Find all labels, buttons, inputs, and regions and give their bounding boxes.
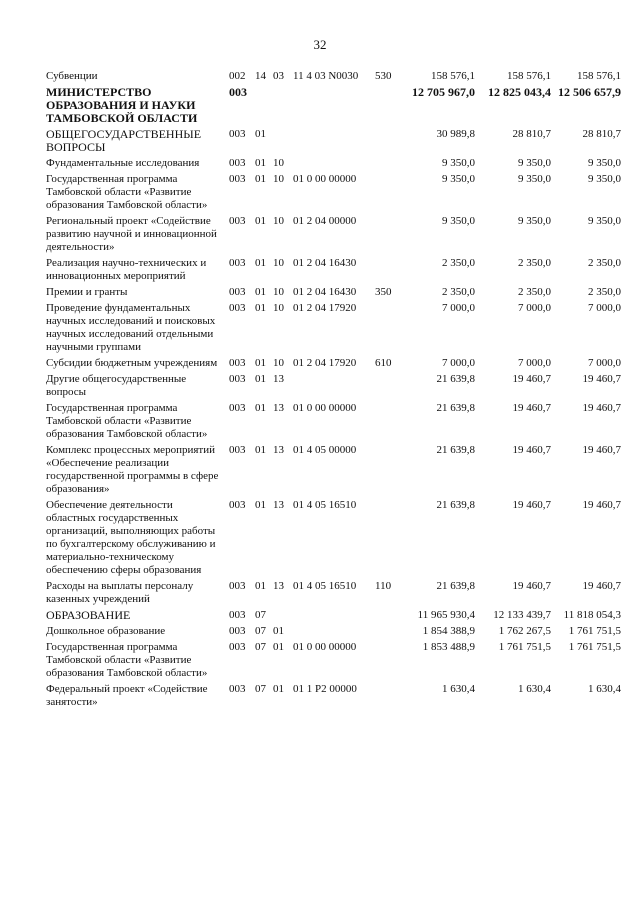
amount-year-1: 21 639,8 — [436, 402, 475, 414]
row-name: Реализация научно-технических и инновационных мероприятий — [46, 257, 207, 282]
amount-year-1: 9 350,0 — [442, 173, 475, 185]
ministry-code: 003 — [229, 625, 246, 637]
target-article-code: 01 4 05 16510 — [293, 499, 357, 511]
amount-year-2: 7 000,0 — [518, 357, 551, 369]
target-article-code: 01 0 00 00000 — [293, 641, 357, 653]
amount-year-3: 19 460,7 — [582, 499, 621, 511]
amount-year-2: 19 460,7 — [512, 499, 551, 511]
target-article-code — [293, 625, 375, 641]
amount-year-1: 21 639,8 — [436, 373, 475, 385]
table-row — [46, 402, 621, 444]
expense-type-code: 530 — [375, 70, 392, 82]
subsection-code: 10 — [273, 302, 284, 314]
table-row — [46, 641, 621, 683]
table-row — [46, 257, 621, 286]
target-article-code — [293, 86, 375, 128]
table-row — [46, 70, 621, 86]
section-code: 01 — [255, 357, 266, 369]
target-article-code: 01 0 00 00000 — [293, 402, 357, 414]
subsection-code: 01 — [273, 683, 284, 695]
section-code: 07 — [255, 683, 266, 695]
expense-type-code — [375, 86, 403, 128]
subsection-code: 13 — [273, 444, 284, 456]
amount-year-3: 7 000,0 — [588, 357, 621, 369]
section-code: 01 — [255, 128, 266, 140]
section-code: 01 — [255, 373, 266, 385]
amount-year-2: 1 761 751,5 — [498, 641, 551, 653]
ministry-code: 002 — [229, 70, 246, 82]
section-code — [255, 86, 273, 128]
target-article-code: 01 1 P2 00000 — [293, 683, 357, 695]
amount-year-1: 1 853 488,9 — [422, 641, 475, 653]
table-row — [46, 286, 621, 302]
amount-year-2: 158 576,1 — [507, 70, 551, 82]
expense-type-code — [375, 499, 403, 580]
row-name: Комплекс процессных мероприятий «Обеспечение реализации государственной программы в сфере образования» — [46, 444, 219, 495]
section-code: 01 — [255, 402, 266, 414]
amount-year-1: 2 350,0 — [442, 257, 475, 269]
amount-year-3: 7 000,0 — [588, 302, 621, 314]
amount-year-2: 7 000,0 — [518, 302, 551, 314]
ministry-code: 003 — [229, 173, 246, 185]
amount-year-3: 19 460,7 — [582, 402, 621, 414]
subsection-code: 10 — [273, 257, 284, 269]
amount-year-1: 9 350,0 — [442, 157, 475, 169]
subsection-code: 13 — [273, 373, 284, 385]
amount-year-2: 12 133 439,7 — [493, 609, 551, 621]
subsection-code: 10 — [273, 215, 284, 227]
budget-table — [46, 70, 621, 712]
amount-year-1: 1 854 388,9 — [422, 625, 475, 637]
table-row — [46, 683, 621, 712]
amount-year-1: 12 705 967,0 — [412, 85, 475, 99]
target-article-code: 01 4 05 00000 — [293, 444, 357, 456]
table-row — [46, 373, 621, 402]
table-row — [46, 357, 621, 373]
target-article-code: 01 2 04 17920 — [293, 357, 357, 369]
amount-year-1: 2 350,0 — [442, 286, 475, 298]
ministry-code: 003 — [229, 85, 247, 99]
expense-type-code — [375, 444, 403, 499]
amount-year-3: 19 460,7 — [582, 373, 621, 385]
target-article-code: 01 2 04 17920 — [293, 302, 357, 314]
target-article-code: 01 0 00 00000 — [293, 173, 357, 185]
amount-year-3: 11 818 054,3 — [563, 609, 621, 621]
ministry-code: 003 — [229, 402, 246, 414]
amount-year-3: 1 761 751,5 — [568, 625, 621, 637]
amount-year-3: 158 576,1 — [577, 70, 621, 82]
ministry-code: 003 — [229, 444, 246, 456]
amount-year-3: 28 810,7 — [582, 128, 621, 140]
expense-type-code: 350 — [375, 286, 392, 298]
row-name: Субсидии бюджетным учреждениям — [46, 357, 218, 369]
ministry-code: 003 — [229, 499, 246, 511]
table-row — [46, 128, 621, 157]
table-row — [46, 499, 621, 580]
target-article-code: 01 4 05 16510 — [293, 580, 357, 592]
ministry-code: 003 — [229, 286, 246, 298]
amount-year-2: 2 350,0 — [518, 286, 551, 298]
expense-type-code — [375, 215, 403, 257]
section-code: 07 — [255, 609, 266, 621]
target-article-code: 11 4 03 N0030 — [293, 70, 359, 82]
amount-year-3: 9 350,0 — [588, 157, 621, 169]
amount-year-3: 1 630,4 — [588, 683, 621, 695]
table-row — [46, 173, 621, 215]
row-name: Государственная программа Тамбовской области «Развитие образования Тамбовской области» — [46, 402, 208, 440]
amount-year-2: 19 460,7 — [512, 580, 551, 592]
section-code: 01 — [255, 302, 266, 314]
row-name: Обеспечение деятельности областных государственных организаций, выполняющих работы по бухгалтерскому обслуживанию и материально-техническому обеспечению сферы образования — [46, 499, 216, 576]
expense-type-code — [375, 128, 403, 157]
row-name: Государственная программа Тамбовской области «Развитие образования Тамбовской области» — [46, 173, 208, 211]
section-code: 07 — [255, 625, 266, 637]
amount-year-2: 9 350,0 — [518, 157, 551, 169]
subsection-code: 01 — [273, 641, 284, 653]
amount-year-1: 9 350,0 — [442, 215, 475, 227]
amount-year-1: 21 639,8 — [436, 499, 475, 511]
ministry-code: 003 — [229, 302, 246, 314]
ministry-code: 003 — [229, 373, 246, 385]
section-code: 14 — [255, 70, 266, 82]
amount-year-2: 28 810,7 — [512, 128, 551, 140]
row-name: Другие общегосударственные вопросы — [46, 373, 187, 398]
table-row — [46, 86, 621, 128]
section-code: 01 — [255, 499, 266, 511]
ministry-code: 003 — [229, 580, 246, 592]
amount-year-2: 1 630,4 — [518, 683, 551, 695]
ministry-code: 003 — [229, 609, 246, 621]
table-row — [46, 302, 621, 357]
subsection-code: 13 — [273, 580, 284, 592]
target-article-code: 01 2 04 00000 — [293, 215, 357, 227]
row-name: ОБРАЗОВАНИЕ — [46, 608, 131, 622]
expense-type-code — [375, 302, 403, 357]
amount-year-1: 7 000,0 — [442, 302, 475, 314]
table-row — [46, 215, 621, 257]
subsection-code: 10 — [273, 357, 284, 369]
subsection-code — [273, 128, 293, 157]
amount-year-2: 9 350,0 — [518, 215, 551, 227]
amount-year-3: 2 350,0 — [588, 286, 621, 298]
target-article-code: 01 2 04 16430 — [293, 257, 357, 269]
row-name: Региональный проект «Содействие развитию научной и инновационной деятельности» — [46, 215, 217, 253]
table-row — [46, 444, 621, 499]
amount-year-2: 2 350,0 — [518, 257, 551, 269]
row-name: Фундаментальные исследования — [46, 157, 200, 169]
expense-type-code — [375, 609, 403, 625]
ministry-code: 003 — [229, 683, 246, 695]
amount-year-1: 21 639,8 — [436, 580, 475, 592]
section-code: 01 — [255, 444, 266, 456]
amount-year-3: 19 460,7 — [582, 580, 621, 592]
amount-year-2: 9 350,0 — [518, 173, 551, 185]
expense-type-code — [375, 641, 403, 683]
amount-year-2: 12 825 043,4 — [488, 85, 551, 99]
expense-type-code: 110 — [375, 580, 392, 592]
row-name: Дошкольное образование — [46, 625, 166, 637]
amount-year-3: 9 350,0 — [588, 215, 621, 227]
row-name: Премии и гранты — [46, 286, 128, 298]
target-article-code — [293, 157, 375, 173]
section-code: 01 — [255, 580, 266, 592]
row-name: ОБЩЕГОСУДАРСТВЕННЫЕ ВОПРОСЫ — [46, 127, 202, 154]
amount-year-1: 7 000,0 — [442, 357, 475, 369]
subsection-code — [273, 86, 293, 128]
page-number: 32 — [313, 37, 327, 52]
ministry-code: 003 — [229, 128, 246, 140]
expense-type-code — [375, 402, 403, 444]
expense-type-code — [375, 625, 403, 641]
section-code: 07 — [255, 641, 266, 653]
section-code: 01 — [255, 215, 266, 227]
expense-type-code — [375, 157, 403, 173]
ministry-code: 003 — [229, 157, 246, 169]
table-row — [46, 157, 621, 173]
ministry-code: 003 — [229, 215, 246, 227]
subsection-code: 10 — [273, 173, 284, 185]
row-name: Государственная программа Тамбовской области «Развитие образования Тамбовской области» — [46, 641, 208, 679]
section-code: 01 — [255, 173, 266, 185]
amount-year-3: 1 761 751,5 — [568, 641, 621, 653]
amount-year-3: 19 460,7 — [582, 444, 621, 456]
table-row — [46, 625, 621, 641]
subsection-code: 01 — [273, 625, 284, 637]
table-row — [46, 580, 621, 609]
subsection-code — [273, 609, 293, 625]
subsection-code: 13 — [273, 499, 284, 511]
amount-year-3: 2 350,0 — [588, 257, 621, 269]
table-row — [46, 609, 621, 625]
amount-year-2: 1 762 267,5 — [498, 625, 551, 637]
amount-year-1: 1 630,4 — [442, 683, 475, 695]
subsection-code: 10 — [273, 157, 284, 169]
amount-year-2: 19 460,7 — [512, 444, 551, 456]
subsection-code: 10 — [273, 286, 284, 298]
amount-year-1: 11 965 930,4 — [417, 609, 475, 621]
amount-year-1: 30 989,8 — [436, 128, 475, 140]
amount-year-3: 9 350,0 — [588, 173, 621, 185]
expense-type-code — [375, 683, 403, 712]
row-name: МИНИСТЕРСТВО ОБРАЗОВАНИЯ И НАУКИ ТАМБОВСКОЙ ОБЛАСТИ — [46, 85, 198, 125]
target-article-code — [293, 128, 375, 157]
ministry-code: 003 — [229, 641, 246, 653]
subsection-code: 13 — [273, 402, 284, 414]
amount-year-1: 158 576,1 — [431, 70, 475, 82]
row-name: Субвенции — [46, 70, 98, 82]
amount-year-2: 19 460,7 — [512, 402, 551, 414]
row-name: Расходы на выплаты персоналу казенных учреждений — [46, 580, 194, 605]
section-code: 01 — [255, 286, 266, 298]
row-name: Федеральный проект «Содействие занятости» — [46, 683, 208, 708]
expense-type-code — [375, 373, 403, 402]
target-article-code: 01 2 04 16430 — [293, 286, 357, 298]
amount-year-1: 21 639,8 — [436, 444, 475, 456]
section-code: 01 — [255, 257, 266, 269]
target-article-code — [293, 609, 375, 625]
subsection-code: 03 — [273, 70, 284, 82]
section-code: 01 — [255, 157, 266, 169]
row-name: Проведение фундаментальных научных исследований и поисковых научных исследований отдельными научными группами — [46, 302, 216, 353]
expense-type-code: 610 — [375, 357, 392, 369]
target-article-code — [293, 373, 375, 402]
ministry-code: 003 — [229, 357, 246, 369]
amount-year-3: 12 506 657,9 — [558, 85, 621, 99]
amount-year-2: 19 460,7 — [512, 373, 551, 385]
expense-type-code — [375, 173, 403, 215]
ministry-code: 003 — [229, 257, 246, 269]
expense-type-code — [375, 257, 403, 286]
